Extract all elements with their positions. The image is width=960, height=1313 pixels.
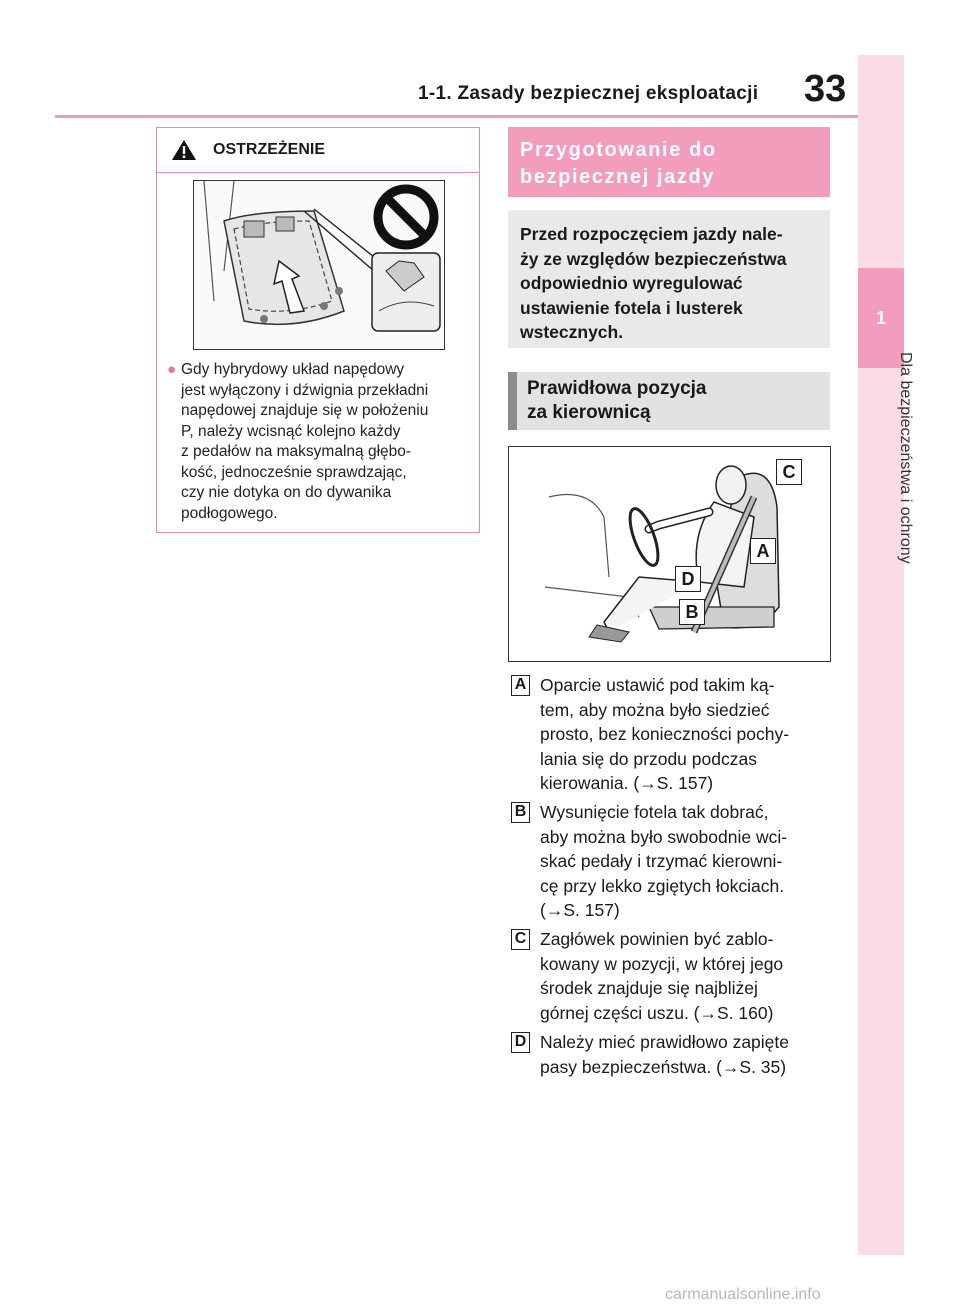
item-letter: D — [511, 1032, 530, 1053]
running-header: 1-1. Zasady bezpiecznej eksploatacji — [418, 83, 759, 104]
chapter-side-strip — [858, 55, 904, 1255]
figure-label-b: B — [679, 599, 705, 625]
section-title: Przygotowanie do bezpiecznej jazdy — [508, 127, 830, 197]
warning-header — [157, 128, 479, 173]
item-letter: C — [511, 929, 530, 950]
floor-mat-drawing — [194, 181, 444, 349]
list-item-b: B Wysunięcie fotela tak dobrać, aby można było swobodnie wci- skać pedały i trzymać kierowni- cę przy lekko zgiętych łokciach. (→S. 157) — [511, 800, 837, 923]
figure-label-c: C — [776, 459, 802, 485]
subsection-title: Prawidłowa pozycja za kierownicą — [508, 372, 830, 430]
warning-text: ● Gdy hybrydowy układ napędowy jest wyłączony i dźwignia przekładni napędowej znajduje się w położeniu P, należy wcisnąć kolejno każdy z pedałów na maksymalną głębo- kość, jednocześnie sprawdzając, czy nie dotyka on do dywanika podłogowego. — [167, 361, 429, 522]
floor-mat-illustration — [193, 180, 445, 350]
chapter-side-label: Dla bezpieczeństwa i ochrony — [897, 352, 914, 564]
figure-label-a: A — [750, 538, 776, 564]
site-watermark: carmanualsonline.info — [665, 1286, 821, 1303]
list-item-c: C Zagłówek powinien być zablo- kowany w pozycji, w której jego środek znajduje się najbliżej górnej części uszu. (→S. 160) — [511, 927, 837, 1025]
bullet-icon: ● — [167, 361, 177, 378]
section-intro: Przed rozpoczęciem jazdy nale- ży ze względów bezpieczeństwa odpowiednio wyregulować ustawienie fotela i lusterek wstecznych. — [508, 210, 830, 348]
warning-title: OSTRZEŻENIE — [213, 141, 326, 158]
list-item-d: D Należy mieć prawidłowo zapięte pasy bezpieczeństwa. (→S. 35) — [511, 1030, 837, 1079]
warning-box — [156, 127, 480, 533]
warning-triangle-icon — [171, 139, 197, 161]
page-number: 33 — [804, 68, 847, 110]
item-letter: B — [511, 802, 530, 823]
header-divider — [55, 115, 860, 118]
chapter-tab: 1 — [858, 268, 904, 368]
list-item-a: A Oparcie ustawić pod takim ką- tem, aby można było siedzieć prosto, bez konieczności pochy- lania się do przodu podczas kierowania. (→S. 157) — [511, 673, 837, 796]
item-letter: A — [511, 675, 530, 696]
driving-position-illustration — [508, 446, 831, 662]
figure-label-d: D — [675, 566, 701, 592]
